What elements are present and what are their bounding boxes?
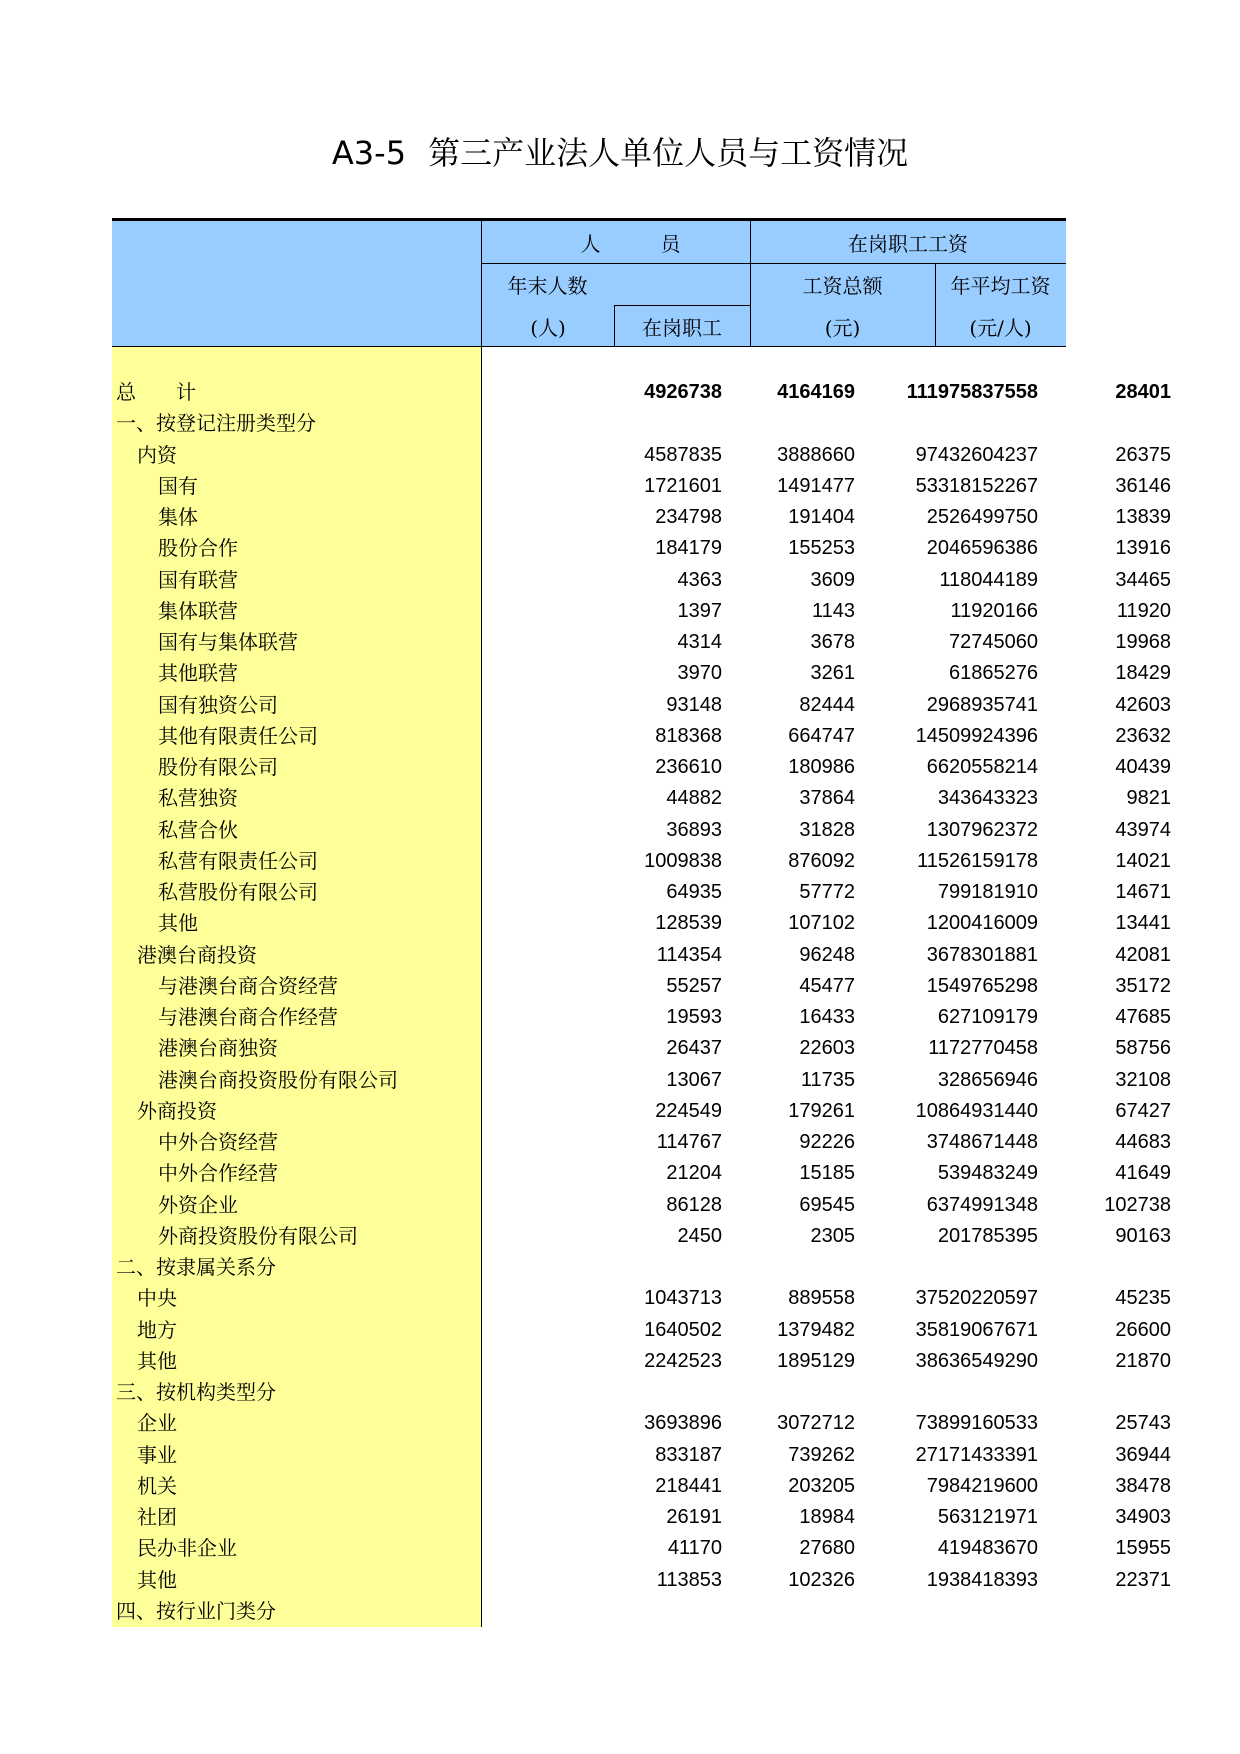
row-label: 其他 — [137, 1348, 177, 1373]
header-wages: 在岗职工工资 — [848, 231, 968, 256]
avg-wage-cell: 19968 — [1115, 631, 1171, 653]
year-end-count-cell: 2242523 — [644, 1349, 722, 1372]
year-end-count-cell: 21204 — [666, 1162, 722, 1185]
row-label: 社团 — [137, 1505, 177, 1529]
table-row — [112, 1190, 1171, 1221]
table-row — [112, 408, 1066, 439]
total-wage-cell: 2968935741 — [926, 693, 1038, 716]
total-wage-cell: 563121971 — [937, 1506, 1038, 1528]
table-row — [112, 1252, 1066, 1283]
total-wage-cell: 1938418393 — [926, 1568, 1038, 1591]
on-duty-count-cell: 1379482 — [777, 1318, 855, 1341]
row-label: 中外合作经营 — [158, 1161, 278, 1186]
on-duty-count-cell: 179261 — [788, 1099, 855, 1122]
table-row — [112, 1596, 1066, 1627]
on-duty-count-cell: 3888660 — [777, 443, 855, 466]
row-label: 机关 — [137, 1473, 177, 1498]
row-label: 股份合作 — [158, 536, 238, 561]
total-wage-cell: 35819067671 — [915, 1318, 1038, 1341]
header-divider — [481, 263, 1066, 264]
avg-wage-cell: 13839 — [1115, 506, 1171, 528]
avg-wage-cell: 22371 — [1115, 1568, 1171, 1591]
header-on-duty: 在岗职工 — [642, 315, 722, 340]
on-duty-count-cell: 889558 — [788, 1287, 855, 1310]
row-label: 三、按机构类型分 — [116, 1380, 276, 1404]
year-end-count-cell: 1043713 — [644, 1287, 722, 1310]
row-label: 外资企业 — [158, 1192, 238, 1217]
total-wage-cell: 2526499750 — [926, 506, 1038, 528]
on-duty-count-cell: 191404 — [788, 506, 855, 528]
year-end-count-cell: 128539 — [655, 912, 722, 935]
table-row — [112, 1221, 1171, 1252]
total-wage-cell: 1200416009 — [926, 912, 1038, 935]
table-row — [112, 596, 1171, 627]
total-wage-cell: 419483670 — [937, 1537, 1038, 1560]
row-label: 集体联营 — [158, 598, 238, 623]
on-duty-count-cell: 31828 — [799, 818, 855, 841]
avg-wage-cell: 42081 — [1115, 943, 1171, 966]
total-wage-cell: 201785395 — [937, 1224, 1038, 1247]
total-wage-cell: 7984219600 — [926, 1474, 1038, 1497]
avg-wage-cell: 40439 — [1115, 756, 1171, 778]
table-row — [112, 1127, 1171, 1158]
on-duty-count-cell: 45477 — [799, 974, 855, 997]
header-divider — [614, 305, 615, 347]
avg-wage-cell: 42603 — [1115, 693, 1171, 716]
table-row — [112, 783, 1171, 814]
row-label: 中央 — [137, 1286, 177, 1311]
on-duty-count-cell: 82444 — [799, 693, 855, 716]
row-label: 企业 — [137, 1411, 177, 1436]
row-label: 其他 — [158, 911, 198, 936]
avg-wage-cell: 58756 — [1115, 1037, 1171, 1060]
avg-wage-cell: 43974 — [1115, 818, 1171, 841]
total-wage-cell: 1307962372 — [926, 818, 1038, 841]
total-wage-cell: 6620558214 — [926, 756, 1038, 778]
year-end-count-cell: 818368 — [655, 724, 722, 747]
row-label: 国有与集体联营 — [158, 630, 298, 654]
on-duty-count-cell: 27680 — [799, 1537, 855, 1560]
on-duty-count-cell: 3072712 — [777, 1412, 855, 1435]
total-wage-cell: 73899160533 — [915, 1412, 1038, 1435]
row-label: 外商投资股份有限公司 — [158, 1223, 358, 1248]
table-header — [112, 221, 1066, 347]
on-duty-count-cell: 16433 — [799, 1006, 855, 1028]
on-duty-count-cell: 69545 — [799, 1193, 855, 1216]
year-end-count-cell: 184179 — [655, 537, 722, 560]
row-label: 港澳台商独资 — [158, 1036, 278, 1061]
header-personnel: 人 员 — [580, 231, 681, 256]
year-end-count-cell: 234798 — [655, 506, 722, 528]
header-unit-person: (人) — [530, 315, 566, 340]
avg-wage-cell — [931, 1596, 1171, 1627]
avg-wage-cell: 13441 — [1115, 912, 1171, 935]
on-duty-count-cell: 4164169 — [777, 381, 855, 403]
table-row — [112, 1471, 1171, 1502]
table-code: A3-5 — [331, 134, 407, 172]
table-row — [112, 533, 1171, 564]
avg-wage-cell — [931, 1377, 1171, 1408]
avg-wage-cell: 47685 — [1115, 1006, 1171, 1028]
avg-wage-cell: 14021 — [1115, 849, 1171, 872]
total-wage-cell: 1172770458 — [928, 1037, 1038, 1060]
total-wage-cell: 118044189 — [939, 568, 1038, 591]
on-duty-count-cell: 3609 — [810, 568, 855, 591]
avg-wage-cell — [931, 1252, 1171, 1283]
total-wage-cell: 3678301881 — [926, 943, 1038, 966]
avg-wage-cell: 15955 — [1115, 1537, 1171, 1560]
avg-wage-cell: 26375 — [1115, 443, 1171, 466]
year-end-count-cell: 36893 — [666, 818, 722, 841]
row-label: 港澳台商投资股份有限公司 — [158, 1067, 398, 1092]
table-row — [112, 1408, 1171, 1439]
avg-wage-cell: 9821 — [1126, 787, 1171, 810]
row-label: 集体 — [158, 505, 198, 529]
year-end-count-cell: 86128 — [666, 1193, 722, 1216]
table-row — [112, 1096, 1171, 1127]
row-label: 与港澳台商合资经营 — [158, 973, 338, 998]
header-divider — [481, 221, 482, 347]
total-wage-cell: 37520220597 — [915, 1287, 1038, 1310]
header-divider — [614, 305, 750, 306]
total-wage-cell: 6374991348 — [926, 1193, 1038, 1216]
year-end-count-cell: 64935 — [666, 881, 722, 903]
table-rows — [112, 377, 1171, 1627]
header-year-end: 年末人数 — [507, 273, 588, 298]
table-row — [112, 690, 1171, 721]
total-wage-cell: 14509924396 — [915, 724, 1038, 747]
avg-wage-cell: 90163 — [1115, 1224, 1171, 1247]
on-duty-count-cell: 1491477 — [777, 474, 855, 497]
header-unit-yuan-person: (元/人) — [969, 315, 1032, 340]
on-duty-count-cell: 3678 — [810, 631, 855, 653]
avg-wage-cell: 45235 — [1115, 1287, 1171, 1310]
row-label: 其他 — [137, 1567, 177, 1592]
avg-wage-cell: 44683 — [1115, 1131, 1171, 1153]
row-label: 事业 — [137, 1442, 177, 1467]
avg-wage-cell: 23632 — [1115, 724, 1171, 747]
year-end-count-cell: 1009838 — [644, 849, 722, 872]
statistics-table — [112, 218, 1171, 1623]
row-label: 外商投资 — [137, 1098, 217, 1123]
header-divider — [935, 263, 936, 347]
year-end-count-cell: 3970 — [677, 662, 722, 685]
total-wage-cell: 53318152267 — [915, 474, 1038, 497]
year-end-count-cell: 4926738 — [644, 381, 722, 403]
total-wage-cell: 3748671448 — [926, 1131, 1038, 1153]
row-label: 总 计 — [116, 380, 196, 404]
total-wage-cell: 539483249 — [937, 1162, 1038, 1185]
year-end-count-cell: 114354 — [656, 943, 722, 966]
row-label: 一、按登记注册类型分 — [116, 411, 316, 436]
on-duty-count-cell: 37864 — [799, 787, 855, 810]
table-name: 第三产业法人单位人员与工资情况 — [428, 134, 909, 172]
on-duty-count-cell: 739262 — [788, 1443, 855, 1466]
on-duty-count-cell: 96248 — [799, 943, 855, 966]
header-unit-yuan: (元) — [824, 315, 861, 340]
row-label: 私营有限责任公司 — [158, 848, 318, 873]
year-end-count-cell: 19593 — [666, 1006, 722, 1028]
year-end-count-cell: 236610 — [655, 756, 722, 778]
table-row — [112, 1315, 1171, 1346]
table-row — [112, 377, 1171, 408]
table-row — [112, 752, 1171, 783]
table-row — [112, 940, 1171, 971]
table-row — [112, 471, 1171, 502]
avg-wage-cell: 67427 — [1115, 1099, 1171, 1122]
table-row — [112, 815, 1171, 846]
avg-wage-cell: 21870 — [1115, 1349, 1171, 1372]
on-duty-count-cell: 102326 — [788, 1568, 855, 1591]
year-end-count-cell: 4314 — [677, 631, 722, 653]
table-row — [112, 1158, 1171, 1189]
table-row — [112, 1283, 1171, 1314]
total-wage-cell: 72745060 — [949, 631, 1038, 653]
year-end-count-cell: 2450 — [677, 1224, 722, 1247]
header-divider — [750, 221, 751, 347]
row-label: 私营独资 — [158, 786, 238, 811]
row-label: 内资 — [137, 442, 177, 467]
table-row — [112, 502, 1171, 533]
avg-wage-cell: 13916 — [1115, 537, 1171, 560]
on-duty-count-cell: 180986 — [788, 756, 855, 778]
row-label: 地方 — [137, 1317, 177, 1342]
year-end-count-cell: 1721601 — [644, 474, 722, 497]
table-row — [112, 627, 1171, 658]
table-row — [112, 1002, 1171, 1033]
row-label: 股份有限公司 — [158, 755, 278, 779]
total-wage-cell: 38636549290 — [915, 1349, 1038, 1372]
table-row — [112, 1346, 1171, 1377]
on-duty-count-cell: 22603 — [799, 1037, 855, 1060]
avg-wage-cell: 26600 — [1115, 1318, 1171, 1341]
year-end-count-cell: 1397 — [677, 599, 722, 622]
on-duty-count-cell: 1895129 — [777, 1349, 855, 1372]
avg-wage-cell: 34465 — [1115, 568, 1171, 591]
table-row — [112, 1065, 1171, 1096]
year-end-count-cell: 3693896 — [644, 1412, 722, 1435]
year-end-count-cell: 26191 — [666, 1506, 722, 1528]
table-row — [112, 877, 1171, 908]
table-row — [112, 565, 1171, 596]
row-label: 其他联营 — [158, 661, 238, 686]
on-duty-count-cell: 11735 — [800, 1068, 855, 1091]
year-end-count-cell: 93148 — [666, 693, 722, 716]
table-row — [112, 1033, 1171, 1064]
avg-wage-cell: 18429 — [1115, 662, 1171, 685]
avg-wage-cell: 35172 — [1115, 974, 1171, 997]
on-duty-count-cell: 876092 — [788, 849, 855, 872]
on-duty-count-cell: 203205 — [788, 1474, 855, 1497]
year-end-count-cell: 44882 — [666, 787, 722, 810]
avg-wage-cell: 34903 — [1115, 1506, 1171, 1528]
row-label: 民办非企业 — [137, 1536, 237, 1561]
total-wage-cell: 1549765298 — [926, 974, 1038, 997]
avg-wage-cell — [931, 408, 1171, 439]
row-label: 国有联营 — [158, 567, 238, 592]
year-end-count-cell: 114767 — [656, 1131, 722, 1153]
table-row — [112, 908, 1171, 939]
table-row — [112, 658, 1171, 689]
page-title — [0, 128, 1240, 174]
avg-wage-cell: 41649 — [1115, 1162, 1171, 1185]
year-end-count-cell: 218441 — [655, 1474, 722, 1497]
row-label: 港澳台商投资 — [137, 942, 257, 967]
row-label: 中外合资经营 — [158, 1130, 278, 1154]
on-duty-count-cell: 2305 — [810, 1224, 855, 1247]
avg-wage-cell: 28401 — [1115, 381, 1171, 403]
row-label: 私营股份有限公司 — [158, 880, 318, 904]
on-duty-count-cell: 92226 — [799, 1131, 855, 1153]
table-row — [112, 846, 1171, 877]
total-wage-cell: 97432604237 — [915, 443, 1038, 466]
year-end-count-cell: 13067 — [666, 1068, 722, 1091]
avg-wage-cell: 36944 — [1115, 1443, 1171, 1466]
year-end-count-cell: 41170 — [667, 1537, 722, 1560]
avg-wage-cell: 14671 — [1115, 881, 1171, 903]
table-row — [112, 1533, 1171, 1564]
year-end-count-cell: 113853 — [656, 1568, 722, 1591]
table-row — [112, 440, 1171, 471]
year-end-count-cell: 4363 — [677, 568, 722, 591]
table-row — [112, 1565, 1171, 1596]
year-end-count-cell: 4587835 — [644, 443, 722, 466]
avg-wage-cell: 36146 — [1115, 474, 1171, 497]
total-wage-cell: 328656946 — [937, 1068, 1038, 1091]
row-label: 国有独资公司 — [158, 692, 278, 717]
total-wage-cell: 11920166 — [950, 599, 1038, 622]
on-duty-count-cell: 57772 — [799, 881, 855, 903]
total-wage-cell: 111975837558 — [906, 381, 1038, 403]
avg-wage-cell: 11920 — [1116, 599, 1171, 622]
total-wage-cell: 27171433391 — [915, 1443, 1038, 1466]
on-duty-count-cell: 155253 — [788, 537, 855, 560]
row-label: 二、按隶属关系分 — [116, 1255, 276, 1279]
row-label: 其他有限责任公司 — [158, 723, 318, 748]
on-duty-count-cell: 18984 — [799, 1506, 855, 1528]
total-wage-cell: 11526159178 — [917, 849, 1038, 872]
on-duty-count-cell: 1143 — [811, 599, 855, 622]
total-wage-cell: 343643323 — [937, 787, 1038, 810]
year-end-count-cell: 833187 — [655, 1443, 722, 1466]
avg-wage-cell: 32108 — [1115, 1068, 1171, 1091]
row-label: 与港澳台商合作经营 — [158, 1005, 338, 1029]
on-duty-count-cell: 3261 — [810, 662, 855, 685]
total-wage-cell: 61865276 — [949, 662, 1038, 685]
on-duty-count-cell: 107102 — [788, 912, 855, 935]
total-wage-cell: 10864931440 — [915, 1099, 1038, 1122]
row-label: 私营合伙 — [158, 817, 238, 842]
table-row — [112, 1377, 1066, 1408]
header-total-wage: 工资总额 — [802, 273, 883, 298]
table-row — [112, 1502, 1171, 1533]
header-avg-wage: 年平均工资 — [950, 273, 1051, 298]
year-end-count-cell: 26437 — [666, 1037, 722, 1060]
total-wage-cell: 799181910 — [937, 881, 1038, 903]
year-end-count-cell: 1640502 — [644, 1318, 722, 1341]
total-wage-cell: 2046596386 — [926, 537, 1038, 560]
on-duty-count-cell: 15185 — [799, 1162, 855, 1185]
year-end-count-cell: 224549 — [655, 1099, 722, 1122]
avg-wage-cell: 25743 — [1115, 1412, 1171, 1435]
row-label: 四、按行业门类分 — [116, 1598, 276, 1623]
on-duty-count-cell: 664747 — [788, 724, 855, 747]
row-label: 国有 — [158, 473, 198, 498]
year-end-count-cell: 55257 — [666, 974, 722, 997]
table-row — [112, 971, 1171, 1002]
table-row — [112, 1440, 1171, 1471]
total-wage-cell: 627109179 — [937, 1006, 1038, 1028]
avg-wage-cell: 102738 — [1104, 1193, 1171, 1216]
avg-wage-cell: 38478 — [1115, 1474, 1171, 1497]
table-row — [112, 721, 1171, 752]
